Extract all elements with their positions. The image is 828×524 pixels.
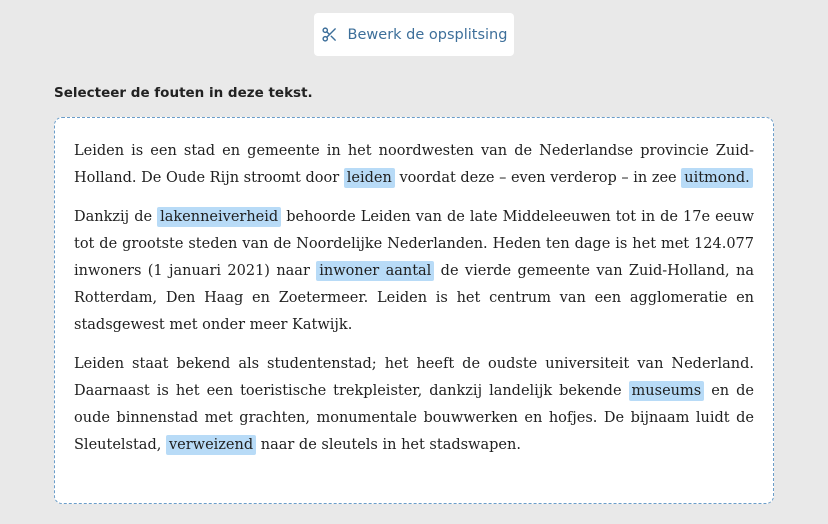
instruction-heading: Selecteer de fouten in deze tekst.: [54, 85, 313, 101]
selected-error-word[interactable]: museums: [629, 381, 705, 401]
selected-error-word[interactable]: uitmond.: [681, 168, 753, 188]
text-segment[interactable]: behoorde Leiden van de late Middeleeuwen tot in de 17e eeuw tot de grootste steden van de Noordelijke Nederlanden. Heden ten dage is het met 124.077 inwoners (1 januari 2021) naar: [74, 209, 755, 279]
selectable-text-area: [54, 117, 774, 504]
selected-error-word[interactable]: leiden: [344, 168, 395, 188]
paragraph: [74, 138, 754, 192]
text-segment[interactable]: naar de sleutels in het stadswapen.: [256, 437, 521, 453]
selected-error-word[interactable]: lakenneiverheid: [157, 207, 281, 227]
text-segment[interactable]: Dankzij de: [74, 209, 158, 225]
paragraph: [74, 204, 754, 339]
edit-split-button[interactable]: [314, 13, 514, 56]
selected-error-word[interactable]: inwoner aantal: [316, 261, 434, 281]
paragraph: [74, 351, 754, 459]
text-segment[interactable]: voordat deze – even verderop – in zee: [394, 170, 682, 186]
edit-split-label: Bewerk de opsplitsing: [347, 26, 508, 43]
text-segment[interactable]: de vierde gemeente van Zuid-Holland, na Rotterdam, Den Haag en Zoetermeer. Leiden is het centrum van een agglomeratie en stadsgewest met onder meer Katwijk.: [74, 263, 754, 333]
selected-error-word[interactable]: verweizend: [166, 435, 256, 455]
scissors-icon: [321, 26, 338, 43]
text-segment[interactable]: Leiden staat bekend als studentenstad; het heeft de oudste universiteit van Nederland. Daarnaast is het een toeristische trekpleister, dankzij landelijk bekende: [74, 356, 754, 399]
text-segment[interactable]: en de oude binnenstad met grachten, monumentale bouwwerken en hofjes. De bijnaam luidt de Sleutelstad,: [74, 383, 754, 453]
text-segment[interactable]: Leiden is een stad en gemeente in het noordwesten van de Nederlandse provincie Zuid-Holland. De Oude Rijn stroomt door: [74, 143, 754, 186]
